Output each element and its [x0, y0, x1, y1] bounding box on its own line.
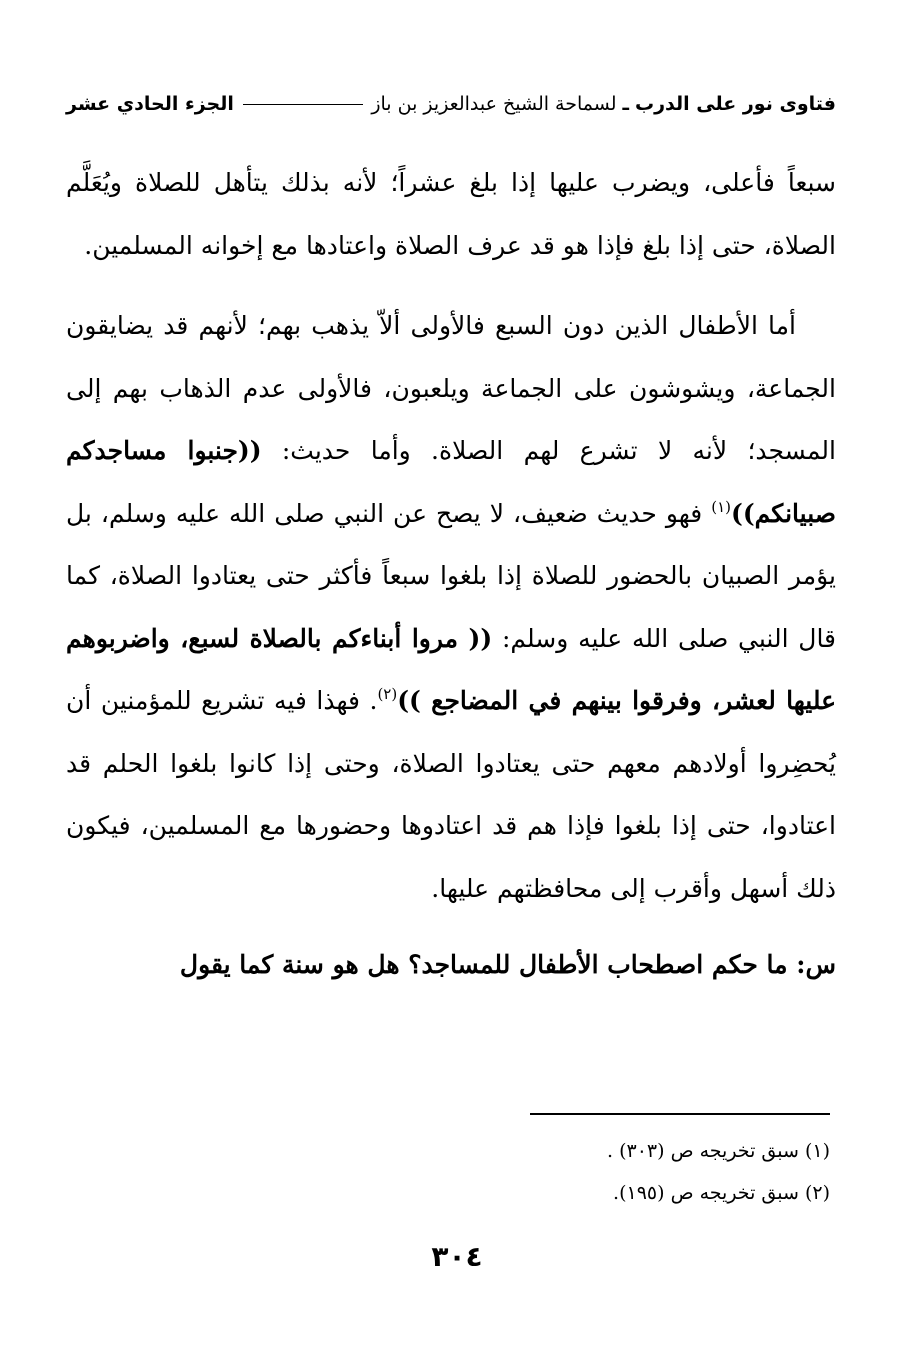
paragraph-1: سبعاً فأعلى، ويضرب عليها إذا بلغ عشراً؛ لأنه بذلك يتأهل للصلاة ويُعَلَّم الصلاة، حتى إذا بلغ فإذا هو قد عرف الصلاة واعتادها مع إخوانه المسلمين.: [66, 168, 836, 260]
footnote-divider: [530, 1113, 830, 1115]
paragraph-2-part-a: أما الأطفال الذين دون السبع فالأولى ألاّ يذهب بهم؛ لأنهم قد يضايقون الجماعة، ويشوشون على الجماعة ويلعبون، فالأولى عدم الذهاب بهم إلى المسجد؛ لأنه لا تشرع لهم الصلاة. وأما حديث:: [66, 311, 836, 465]
hadith-quote-2: (( مروا أبناءكم بالصلاة لسبع، واضربوهم عليها لعشر، وفرقوا بينهم في المضاجع )): [66, 623, 837, 715]
paragraph-2: [66, 295, 836, 920]
main-text: [66, 152, 836, 997]
header-dash: ـ: [622, 93, 629, 115]
running-header: [66, 84, 836, 124]
footnotes: [330, 1130, 830, 1214]
footnote-2: (٢) سبق تخريجه ص (١٩٥).: [613, 1182, 830, 1204]
header-separator-line: [243, 104, 363, 105]
header-author: لسماحة الشيخ عبدالعزيز بن باز: [371, 93, 617, 115]
page-number: ٣٠٤: [431, 1240, 483, 1273]
header-volume: الجزء الحادي عشر: [66, 93, 234, 115]
header-series-title: فتاوى نور على الدرب: [635, 93, 836, 115]
header-title-group: [371, 93, 836, 115]
paragraph-2-part-c: . فهذا فيه تشريع للمؤمنين أن يُحضِروا أولادهم معهم حتى يعتادوا الصلاة، وحتى إذا كانوا بلغوا الحلم قد اعتادوا، حتى إذا بلغوا فإذا هم قد اعتادوها وحضورها مع المسلمين، فيكون ذلك أسهل وأقرب إلى محافظتهم عليها.: [66, 686, 836, 903]
paragraph-2-part-b: فهو حديث ضعيف، لا يصح عن النبي صلى الله عليه وسلم، بل يؤمر الصبيان بالحضور للصلاة إذا بلغوا سبعاً فأكثر حتى يعتادوا الصلاة، كما قال النبي صلى الله عليه وسلم:: [66, 498, 837, 653]
question-line: س: ما حكم اصطحاب الأطفال للمساجد؟ هل هو سنة كما يقول: [179, 950, 836, 979]
footnote-1: (١) سبق تخريجه ص (٣٠٣) .: [607, 1140, 830, 1162]
hadith-quote-1: ((جنبوا مساجدكم صبيانكم)): [66, 436, 836, 528]
footnote-ref-1: (١): [711, 497, 731, 516]
footnote-ref-2: (٢): [377, 685, 398, 703]
